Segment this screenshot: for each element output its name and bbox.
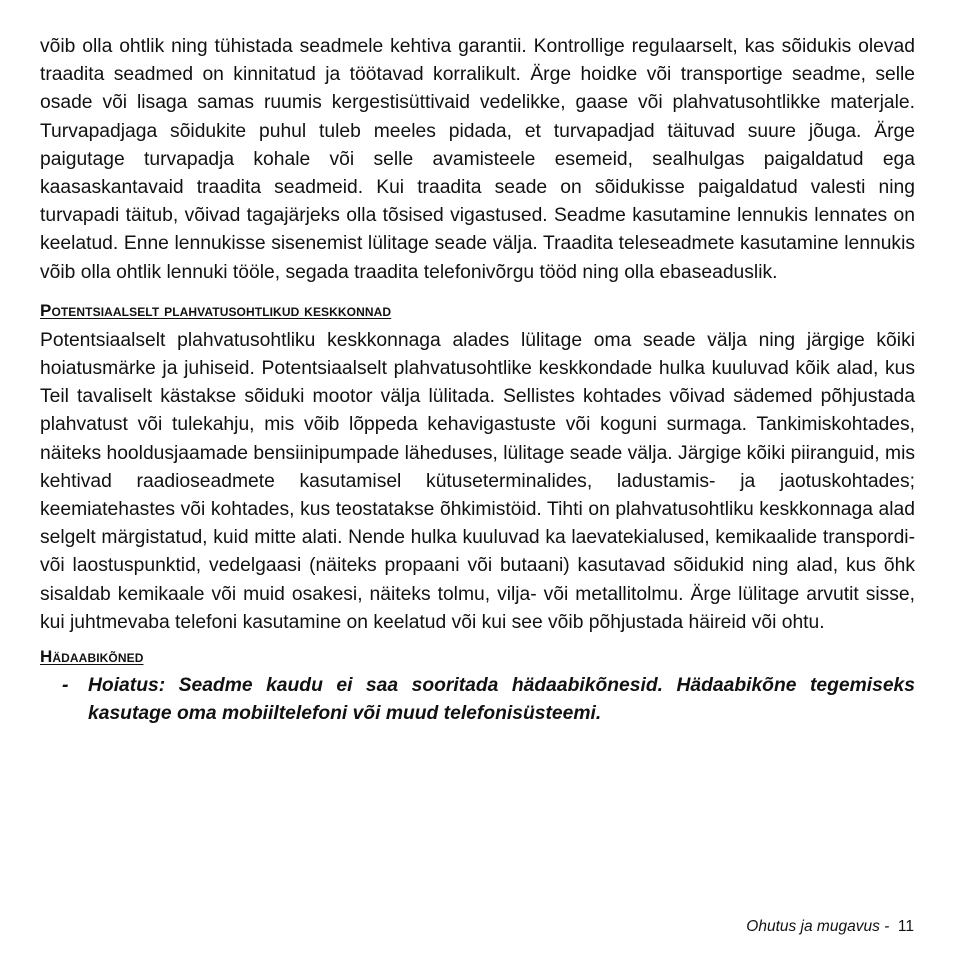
section-heading-explosive: Potentsiaalselt plahvatusohtlikud keskkonnad: [40, 300, 392, 320]
footer-section-title: Ohutus ja mugavus -: [746, 918, 898, 935]
warning-note: [40, 672, 915, 728]
document-page: [40, 33, 915, 728]
warning-text: Hoiatus: Seadme kaudu ei saa sooritada hädaabikõnesid. Hädaabikõne tegemiseks kasutage oma mobiiltelefoni või muud telefonisüsteemi.: [88, 675, 915, 725]
explosive-paragraph: Potentsiaalselt plahvatusohtliku keskkonnaga alades lülitage oma seade välja ning järgige kõiki hoiatusmärke ja juhiseid. Potentsiaalselt plahvatusohtlike keskkondade hulka kuuluvad kõik alad, kus Teil tavaliselt kästakse sõiduki mootor välja lülitada. Sellistes kohtades võivad sädemed põhjustada plahvatust või tulekahju, mis võib lõppeda kehavigastuste või koguni surmaga. Tankimiskohtades, näiteks hooldusjaamade bensiinipumpade läheduses, lülitage seade välja. Järgige kõiki piiranguid, mis kehtivad raadioseadmete kasutamisel kütuseterminalides, ladustamis- ja jaotuskohtades; keemiatehastes või kohtades, kus teostatakse õhkimistöid. Tihti on plahvatusohtliku keskkonnaga alad selgelt märgistatud, kuid mitte alati. Nende hulka kuuluvad ka laevatekialused, kemikaalide transpordi- või laostuspunktid, vedelgaasi (näiteks propaani või butaani) kasutavad sõidukid ning alad, kus õhk sisaldab kemikaale või muid osakesi, näiteks tolmu, vilja- või metallitolmu. Ärge lülitage arvutit sisse, kui juhtmevaba telefoni kasutamine on keelatud või kui see võib põhjustada häireid või ohtu.: [40, 329, 915, 633]
intro-paragraph: võib olla ohtlik ning tühistada seadmele kehtiva garantii. Kontrollige regulaarselt, kas sõidukis olevad traadita seadmed on kinnitatud ja töötavad korralikult. Ärge hoidke või transportige seadme, selle osade või lisaga samas ruumis kergestisüttivaid vedelikke, gaase või plahvatusohtlikke materjale. Turvapadjaga sõidukite puhul tuleb meeles pidada, et turvapadjad täituvad suure jõuga. Ärge paigutage turvapadja kohale või selle avamisteele esemeid, sealhulgas paigaldatud ega kaasaskantavaid traadita seadmeid. Kui traadita seade on sõidukisse paigaldatud valesti ning turvapadi täitub, võivad tagajärjeks olla tõsised vigastused. Seadme kasutamine lennukis lennates on keelatud. Enne lennukisse sisenemist lülitage seade välja. Traadita teleseadmete kasutamine lennukis võib olla ohtlik lennuki tööle, segada traadita telefonivõrgu tööd ning olla ebaseaduslik.: [40, 36, 915, 283]
section-heading-emergency: Hädaabikõned: [40, 647, 144, 667]
page-footer: [746, 918, 914, 936]
warning-dash: -: [62, 675, 69, 697]
page-number: 11: [897, 918, 914, 935]
